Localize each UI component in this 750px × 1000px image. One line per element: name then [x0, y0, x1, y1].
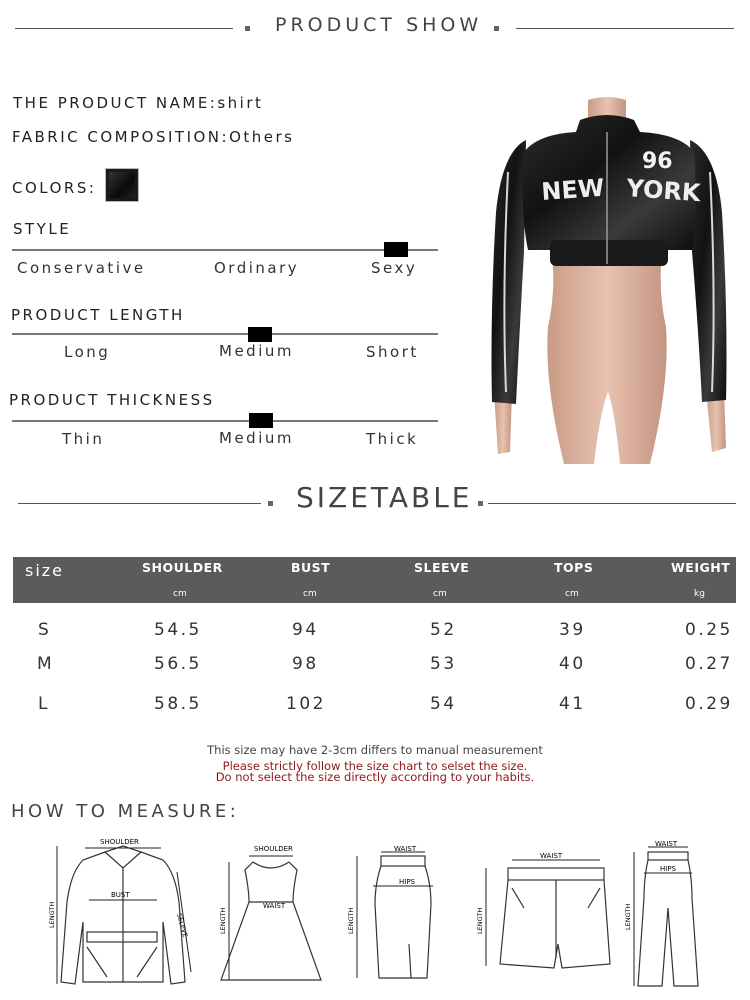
- size-warning-1: Please strictly follow the size chart to selset the size.: [222, 759, 528, 773]
- label-hips: HIPS: [660, 865, 676, 873]
- jacket-measure-diagram: [45, 832, 200, 992]
- header-rule-right: [516, 28, 734, 29]
- label-shoulder: SHOULDER: [254, 845, 293, 853]
- length-marker: [248, 327, 272, 342]
- cell-tops: 39: [559, 620, 586, 640]
- jacket-text-right: YORK: [625, 174, 702, 208]
- thickness-scale-line: [12, 420, 438, 422]
- unit-sleeve: cm: [433, 589, 447, 599]
- cell-size: L: [38, 694, 50, 714]
- thickness-option-medium: Medium: [219, 429, 294, 447]
- length-option-long: Long: [64, 343, 111, 361]
- sizetable-rule-right: [488, 503, 736, 504]
- length-option-medium: Medium: [219, 342, 294, 360]
- label-waist: WAIST: [655, 840, 678, 848]
- label-waist: WAIST: [263, 902, 286, 910]
- style-marker: [384, 242, 408, 257]
- sizetable-title: SIZETABLE: [296, 481, 473, 514]
- label-waist: WAIST: [394, 845, 417, 853]
- header-bust: BUST: [291, 560, 331, 575]
- shorts-measure-diagram: [472, 848, 612, 976]
- unit-shoulder: cm: [173, 589, 187, 599]
- style-option-conservative: Conservative: [17, 259, 146, 277]
- cell-size: M: [37, 654, 55, 674]
- style-scale-line: [12, 249, 438, 251]
- header-shoulder: SHOULDER: [142, 560, 223, 575]
- header-size: size: [25, 561, 65, 580]
- skirt-measure-diagram: [345, 844, 445, 986]
- style-label: STYLE: [13, 220, 72, 238]
- cell-weight: 0.27: [685, 654, 733, 674]
- cell-tops: 41: [559, 694, 586, 714]
- label-bust: BUST: [111, 891, 130, 899]
- cell-sleeve: 54: [430, 694, 457, 714]
- label-length: LENGTH: [48, 901, 56, 928]
- thickness-option-thin: Thin: [62, 430, 105, 448]
- how-to-measure-title: HOW TO MEASURE:: [11, 801, 240, 822]
- jacket-left-sleeve: [492, 140, 527, 404]
- sizetable-dot-right: [478, 501, 483, 506]
- header-dot-right: [494, 26, 499, 31]
- cell-tops: 40: [559, 654, 586, 674]
- cell-shoulder: 58.5: [154, 694, 202, 714]
- cell-bust: 98: [292, 654, 319, 674]
- color-swatch-black[interactable]: [105, 168, 139, 202]
- length-scale-line: [12, 333, 438, 335]
- label-hips: HIPS: [399, 878, 415, 886]
- cell-size: S: [38, 620, 52, 640]
- cell-weight: 0.25: [685, 620, 733, 640]
- style-option-ordinary: Ordinary: [214, 259, 300, 277]
- size-table-header: [13, 557, 736, 603]
- product-photo: [480, 92, 742, 467]
- size-warning-2: Do not select the size directly according to your habits.: [215, 770, 535, 784]
- cell-bust: 102: [286, 694, 326, 714]
- cell-shoulder: 56.5: [154, 654, 202, 674]
- style-option-sexy: Sexy: [371, 259, 418, 277]
- header-dot-left: [245, 26, 250, 31]
- label-waist: WAIST: [540, 852, 563, 860]
- jacket-waistband: [550, 240, 668, 266]
- jacket-text-left: NEW: [540, 173, 606, 206]
- label-length: LENGTH: [476, 907, 484, 934]
- unit-bust: cm: [303, 589, 317, 599]
- header-sleeve: SLEEVE: [414, 560, 470, 575]
- length-option-short: Short: [366, 343, 419, 361]
- unit-weight: kg: [694, 589, 705, 599]
- cell-weight: 0.29: [685, 694, 733, 714]
- thickness-label: PRODUCT THICKNESS: [9, 391, 215, 409]
- unit-tops: cm: [565, 589, 579, 599]
- pants-measure-diagram: [622, 838, 712, 992]
- label-shoulder: SHOULDER: [100, 838, 139, 846]
- label-length: LENGTH: [347, 907, 355, 934]
- product-name: THE PRODUCT NAME:shirt: [13, 94, 264, 112]
- fabric-composition: FABRIC COMPOSITION:Others: [12, 128, 295, 146]
- header-weight: WEIGHT: [671, 560, 731, 575]
- colors-label: COLORS:: [12, 179, 97, 197]
- label-length: LENGTH: [624, 903, 632, 930]
- header-tops: TOPS: [554, 560, 594, 575]
- measurement-note: This size may have 2-3cm differs to manual measurement: [207, 743, 543, 757]
- label-length: LENGTH: [219, 907, 227, 934]
- cell-sleeve: 53: [430, 654, 457, 674]
- mannequin-body: [547, 247, 666, 464]
- cell-shoulder: 54.5: [154, 620, 202, 640]
- thickness-marker: [249, 413, 273, 428]
- cell-sleeve: 52: [430, 620, 457, 640]
- length-label: PRODUCT LENGTH: [11, 306, 185, 324]
- dress-measure-diagram: [215, 840, 327, 988]
- thickness-option-thick: Thick: [366, 430, 419, 448]
- jacket-number: 96: [642, 149, 673, 174]
- header-rule-left: [15, 28, 233, 29]
- cell-bust: 94: [292, 620, 319, 640]
- label-sleeve: SELEVE: [175, 912, 190, 939]
- sizetable-dot-left: [268, 501, 273, 506]
- page-title: PRODUCT SHOW: [275, 14, 483, 36]
- sizetable-rule-left: [18, 503, 261, 504]
